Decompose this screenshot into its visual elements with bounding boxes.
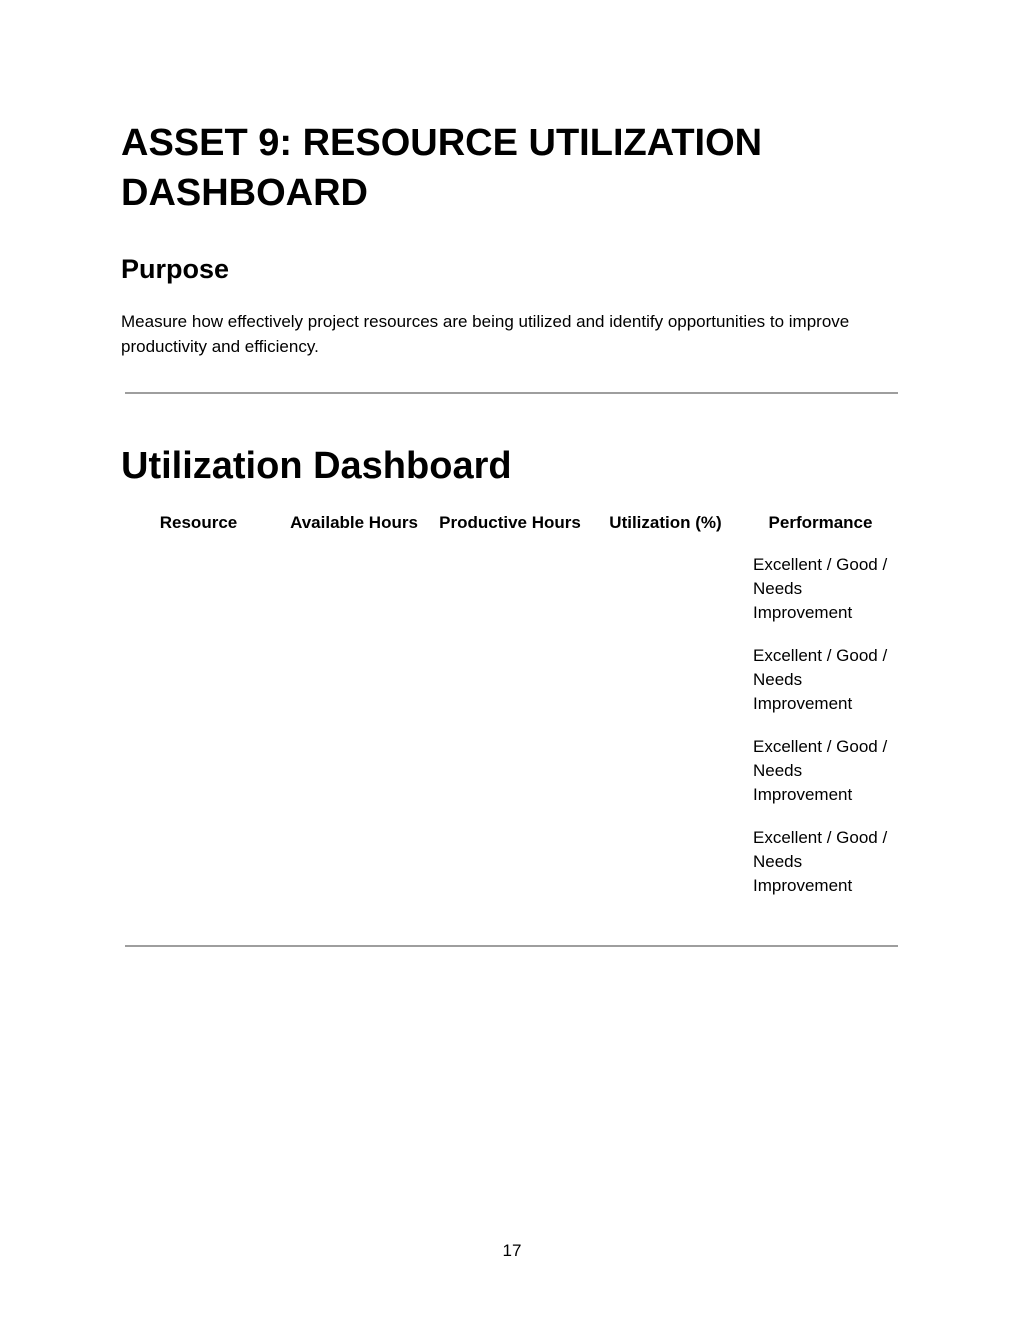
cell-utilization (588, 553, 743, 644)
cell-performance: Excellent / Good / Needs Improvement (753, 828, 888, 895)
page-title: ASSET 9: RESOURCE UTILIZATION DASHBOARD (121, 122, 763, 214)
cell-utilization (588, 644, 743, 735)
column-header-performance: Performance (768, 513, 873, 532)
utilization-table (121, 511, 898, 917)
cell-productive-hours (432, 644, 588, 735)
table-header-row (121, 511, 898, 553)
cell-available-hours (276, 553, 432, 644)
dashboard-heading: Utilization Dashboard (121, 445, 512, 487)
divider-bottom (125, 945, 898, 947)
column-header-productive-hours: Productive Hours (439, 513, 581, 532)
divider-top (125, 392, 898, 394)
cell-utilization (588, 826, 743, 917)
table-row (121, 826, 898, 917)
cell-available-hours (276, 735, 432, 826)
cell-productive-hours (432, 553, 588, 644)
cell-resource (121, 553, 276, 644)
cell-productive-hours (432, 735, 588, 826)
cell-utilization (588, 735, 743, 826)
table-row (121, 735, 898, 826)
table-row (121, 644, 898, 735)
column-header-resource: Resource (159, 513, 238, 532)
purpose-heading: Purpose (121, 254, 230, 284)
cell-performance: Excellent / Good / Needs Improvement (753, 555, 888, 622)
page-number: 17 (502, 1241, 522, 1260)
column-header-available-hours: Available Hours (290, 513, 418, 532)
cell-performance: Excellent / Good / Needs Improvement (753, 646, 888, 713)
cell-available-hours (276, 826, 432, 917)
cell-resource (121, 826, 276, 917)
cell-resource (121, 735, 276, 826)
column-header-utilization: Utilization (%) (609, 513, 722, 532)
cell-available-hours (276, 644, 432, 735)
cell-performance: Excellent / Good / Needs Improvement (753, 737, 888, 804)
purpose-text: Measure how effectively project resources are being utilized and identify opportunities to improve productivity and efficiency. (121, 312, 850, 356)
table-row (121, 553, 898, 644)
cell-productive-hours (432, 826, 588, 917)
cell-resource (121, 644, 276, 735)
